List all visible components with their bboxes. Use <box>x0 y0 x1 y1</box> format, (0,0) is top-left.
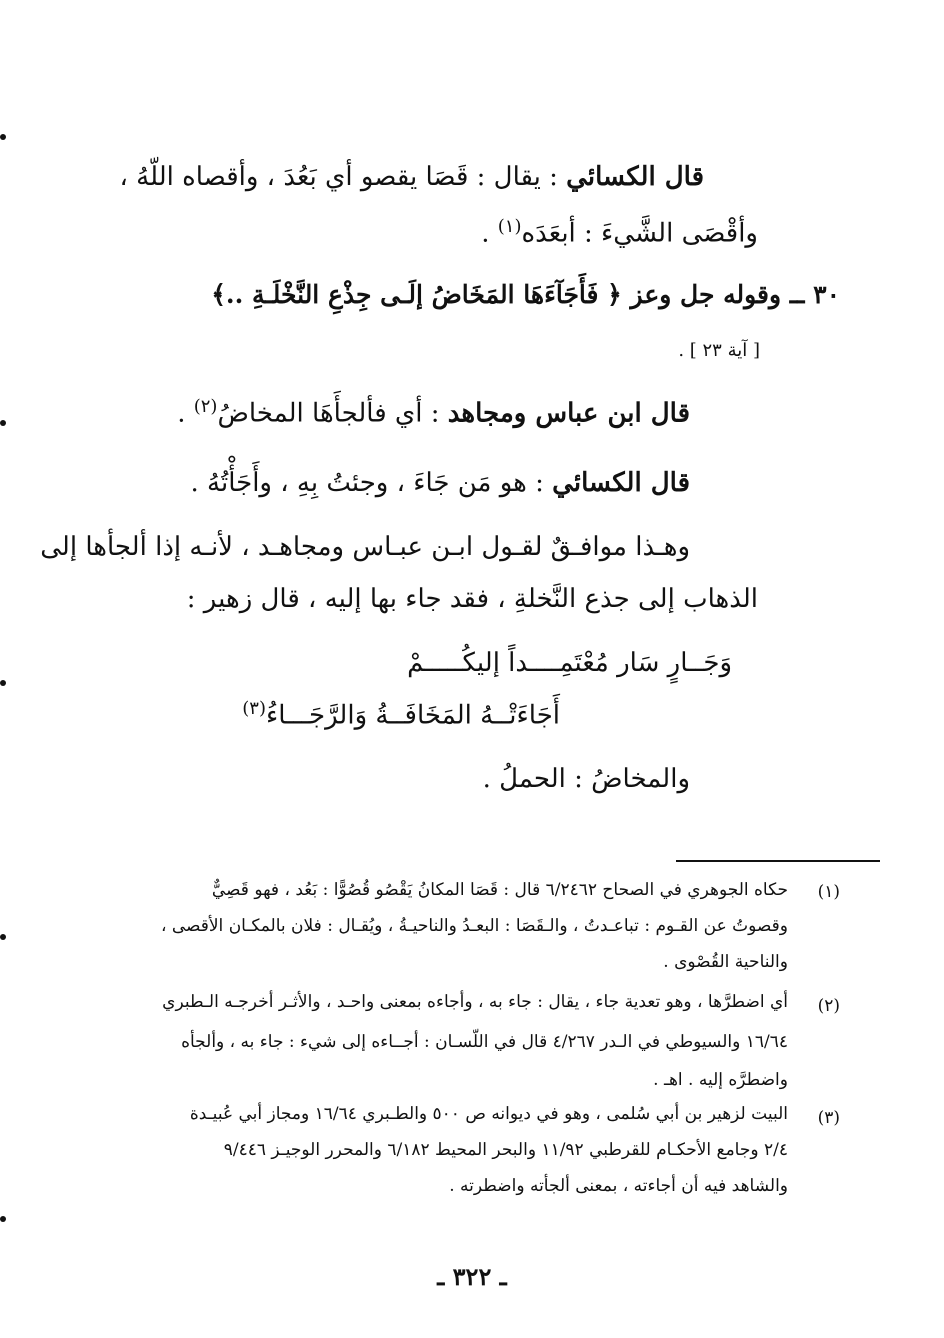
text-line-5 <box>191 468 691 498</box>
footnote-line: والشاهد فيه أن أجاءته ، بمعنى ألجأته واضطرته . <box>449 1176 788 1196</box>
text-line-4 <box>177 396 690 429</box>
verse-reference: [ آية ٢٣ ] . <box>678 340 760 361</box>
text-line-2 <box>481 216 758 249</box>
line-text: : يقال : قَصَا يقصو أي بَعُدَ ، وأقصاه اللّهُ ، <box>119 162 567 192</box>
text-line-10: والمخاضُ : الحملُ . <box>482 764 690 794</box>
speaker-name: قال الكسائي <box>566 162 704 192</box>
verse-heading: ٣٠ ــ وقوله جل وعز ﴿ فَأَجَآءَهَا المَخَاضُ إلَـى جِذْعِ النَّخْلَـةِ ..﴾ <box>211 280 840 309</box>
footnote-line: وقصوتُ عن القـوم : تباعـدتُ ، والـقَصَا : البعـدُ والناحيـةُ ، ويُقـال : فلان بالمكـان الأقصى ، <box>160 916 788 936</box>
poem-text: أَجَاءَتْــهُ المَخَافَــةُ وَالرَّجَـــاءُ <box>266 700 560 731</box>
footnote-number: (٢) <box>817 996 840 1016</box>
footnote-ref-2: (٢) <box>193 396 218 417</box>
footnote-line: ٢/٤ وجامع الأحكـام للقرطبي ١١/٩٢ والبحر المحيط ٦/١٨٢ والمحرر الوجيـز ٩/٤٤٦ <box>223 1140 788 1160</box>
footnote-separator <box>676 860 880 862</box>
footnote-ref-1: (١) <box>497 216 522 237</box>
line-text: : أي فألجأَهَا المخاضُ <box>217 398 448 429</box>
line-text: وأقْصَى الشَّيءَ : أبعَدَه <box>521 218 758 249</box>
footnote-number: (٣) <box>817 1108 840 1128</box>
footnote-line: البيت لزهير بن أبي سُلمى ، وهو في ديوانه ص ٥٠٠ والطـبري ١٦/٦٤ ومجاز أبي عُبيـدة <box>189 1104 788 1124</box>
margin-mark <box>0 680 6 686</box>
speaker-name: قال ابن عباس ومجاهد <box>447 398 690 429</box>
footnote-line: ١٦/٦٤ والسيوطي في الـدر ٤/٢٦٧ قال في اللّسـان : أجــاءه إلى شيء : جاء به ، وألجأه <box>181 1032 788 1052</box>
speaker-name: قال الكسائي <box>552 468 690 498</box>
poem-hemistich-1: وَجَــارٍ سَار مُعْتَمِــــداً إليكُـــــمْ <box>407 648 732 678</box>
margin-mark <box>0 134 6 140</box>
line-text: . <box>481 218 498 249</box>
text-line-6: وهـذا موافـقٌ لقـول ابـن عبـاس ومجاهـد ، لأنـه إذا ألجأها إلى <box>40 532 690 562</box>
text-line-1 <box>120 162 705 192</box>
page-number: ـ ٣٢٢ ـ <box>437 1262 507 1291</box>
footnote-number: (١) <box>817 882 840 902</box>
footnote-ref-3: (٣) <box>242 698 266 719</box>
footnote-line: واضطرَّه إليه . اهـ . <box>653 1070 788 1090</box>
poem-hemistich-2 <box>242 698 560 731</box>
margin-mark <box>0 934 6 940</box>
line-text: . <box>177 398 194 429</box>
footnote-line: حكاه الجوهري في الصحاح ٦/٢٤٦٢ قال : قَصَا المكانُ يَقْصُو قُصُوًّا : بَعُد ، فهو قَصِيٌّ <box>211 880 788 900</box>
text-line-7: الذهاب إلى جذع النَّخلةِ ، فقد جاء بها إليه ، قال زهير : <box>186 584 758 614</box>
margin-mark <box>0 1216 6 1222</box>
line-text: : هو مَن جَاءَ ، وجئتُ بِهِ ، وأَجَأْتُهُ . <box>190 468 553 498</box>
footnote-line: والناحية القُصْوى . <box>663 952 788 972</box>
footnote-line: أي اضطرَّها ، وهو تعدية جاء ، يقال : جاء به ، وأجاءه بمعنى واحـد ، والأثـر أخرجـه الـطبري <box>162 992 788 1012</box>
margin-mark <box>0 420 6 426</box>
